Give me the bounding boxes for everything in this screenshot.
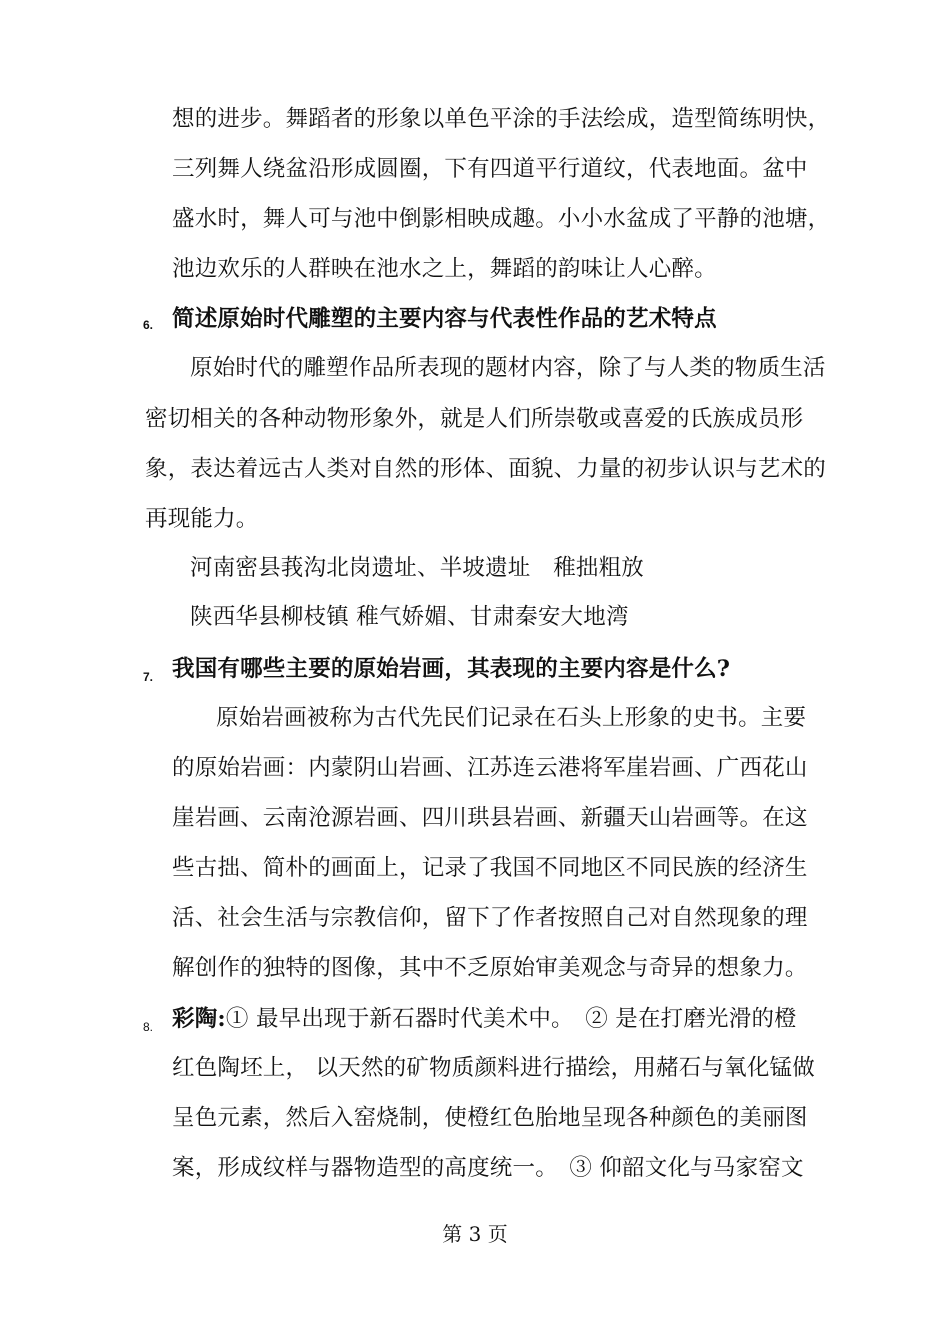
q6-line: 象，表达着远古人类对自然的形体、面貌、力量的初步认识与艺术的 — [145, 456, 827, 482]
q7-line: 活、社会生活与宗教信仰，留下了作者按照自己对自然现象的理 — [172, 905, 808, 931]
intro-line: 三列舞人绕盆沿形成圆圈，下有四道平行道纹，代表地面。盆中 — [172, 156, 808, 182]
q8-line: 案，形成纹样与器物造型的高度统一。 ③ 仰韶文化与马家窑文 — [172, 1155, 804, 1181]
intro-line: 池边欢乐的人群映在池水之上，舞蹈的韵味让人心醉。 — [172, 256, 717, 282]
intro-line: 想的进步。舞蹈者的形象以单色平涂的手法绘成，造型简练明快， — [172, 106, 831, 132]
q7-number: 7. — [143, 670, 154, 684]
q7-line: 解创作的独特的图像，其中不乏原始审美观念与奇异的想象力。 — [172, 955, 808, 981]
q6-line: 再现能力。 — [145, 506, 259, 532]
q6-heading: 简述原始时代雕塑的主要内容与代表性作品的艺术特点 — [172, 306, 717, 332]
q7-line: 崖岩画、云南沧源岩画、四川珙县岩画、新疆天山岩画等。在这 — [172, 805, 808, 831]
q6-example: 河南密县莪沟北岗遗址、半坡遗址 稚拙粗放 — [190, 555, 645, 581]
q6-example: 陕西华县柳枝镇 稚气娇媚、甘肃秦安大地湾 — [190, 604, 629, 630]
q8-first-text: ① 最早出现于新石器时代美术中。 ② 是在打磨光滑的橙 — [225, 1006, 797, 1032]
q8-line: 红色陶坯上， 以天然的矿物质颜料进行描绘，用赭石与氧化锰做 — [172, 1055, 815, 1081]
page-number: 第 3 页 — [442, 1222, 508, 1246]
q8-number: 8. — [143, 1020, 154, 1034]
intro-line: 盛水时，舞人可与池中倒影相映成趣。小小水盆成了平静的池塘， — [172, 206, 831, 232]
q7-line: 原始岩画被称为古代先民们记录在石头上形象的史书。主要 — [216, 705, 807, 731]
q8-first-line — [172, 1008, 797, 1031]
q8-term: 彩陶: — [172, 1006, 226, 1032]
q8-line: 呈色元素，然后入窑烧制，使橙红色胎地呈现各种颜色的美丽图 — [172, 1105, 808, 1131]
q6-number: 6. — [143, 318, 154, 332]
q7-line: 的原始岩画：内蒙阴山岩画、江苏连云港将军崖岩画、广西花山 — [172, 755, 808, 781]
q7-line: 些古拙、简朴的画面上，记录了我国不同地区不同民族的经济生 — [172, 855, 808, 881]
q6-line: 密切相关的各种动物形象外，就是人们所崇敬或喜爱的氏族成员形 — [145, 406, 804, 432]
q7-heading: 我国有哪些主要的原始岩画，其表现的主要内容是什么? — [172, 656, 731, 682]
q6-line: 原始时代的雕塑作品所表现的题材内容，除了与人类的物质生活 — [190, 355, 826, 381]
